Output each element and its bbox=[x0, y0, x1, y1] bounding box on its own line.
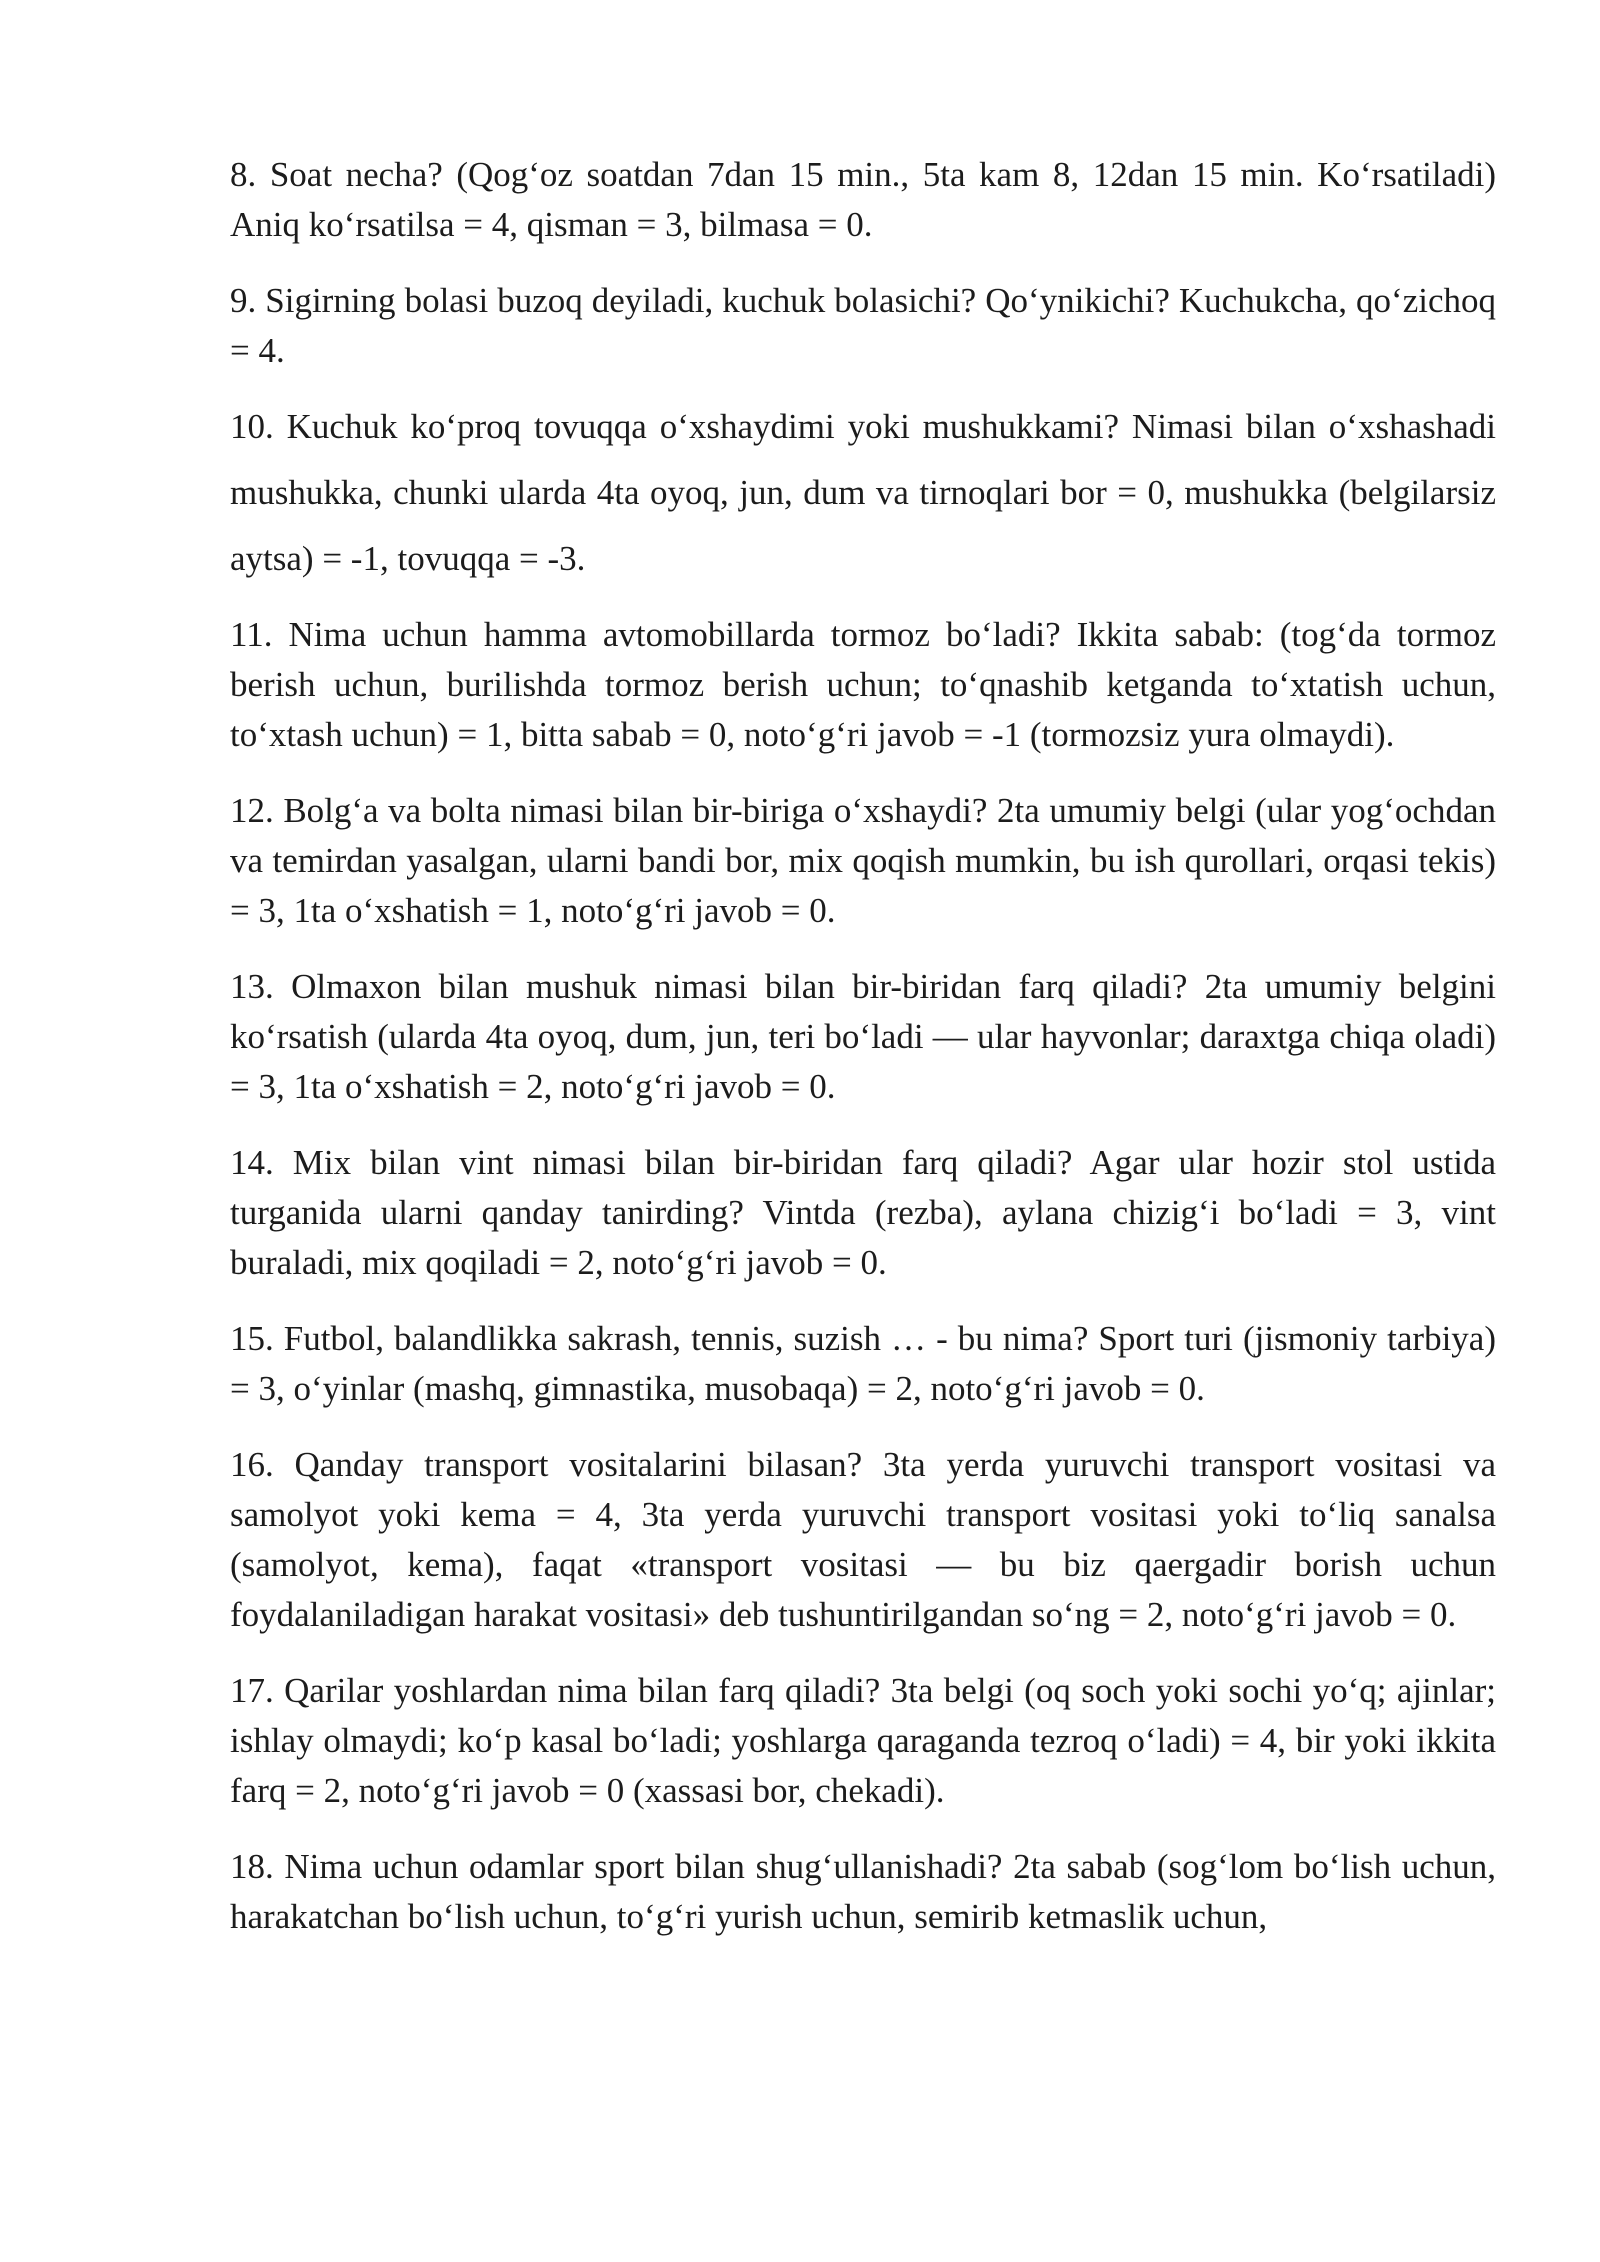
question-item-16 bbox=[230, 1440, 1496, 1640]
question-item-18 bbox=[230, 1842, 1496, 1942]
item-number: 11. bbox=[230, 615, 273, 654]
item-number: 8. bbox=[230, 155, 257, 194]
item-text: Mix bilan vint nimasi bilan bir-biridan farq qiladi? Agar ular hozir stol ustida turganida ularni qanday tanirding? Vintda (rezba), aylana chizig‘i bo‘ladi = 3, vint buraladi, mix qoqiladi = 2, noto‘g‘ri javob = 0. bbox=[230, 1143, 1497, 1282]
question-item-15 bbox=[230, 1314, 1496, 1414]
item-text: Nima uchun hamma avtomobillarda tormoz bo‘ladi? Ikkita sabab: (tog‘da tormoz berish uchun, burilishda tormoz berish uchun; to‘qnashib ketganda to‘xtatish uchun, to‘xtash uchun) = 1, bitta sabab = 0, noto‘g‘ri javob = -1 (tormozsiz yura olmaydi). bbox=[230, 615, 1496, 754]
question-item-14 bbox=[230, 1138, 1496, 1288]
item-number: 17. bbox=[230, 1671, 274, 1710]
item-text: Olmaxon bilan mushuk nimasi bilan bir-biridan farq qiladi? 2ta umumiy belgini ko‘rsatish (ularda 4ta oyoq, dum, jun, teri bo‘ladi — ular hayvonlar; daraxtga chiqa oladi) = 3, 1ta o‘xshatish = 2, noto‘g‘ri javob = 0. bbox=[230, 967, 1496, 1106]
question-item-8 bbox=[230, 150, 1496, 250]
item-text: Soat necha? (Qog‘oz soatdan 7dan 15 min., 5ta kam 8, 12dan 15 min. Ko‘rsatiladi) Aniq ko‘rsatilsa = 4, qisman = 3, bilmasa = 0. bbox=[230, 155, 1496, 244]
item-number: 14. bbox=[230, 1143, 274, 1182]
item-text: Bolg‘a va bolta nimasi bilan bir-biriga o‘xshaydi? 2ta umumiy belgi (ular yog‘ochdan va temirdan yasalgan, ularni bandi bor, mix qoqish mumkin, bu ish qurollari, orqasi tekis) = 3, 1ta o‘xshatish = 1, noto‘g‘ri javob = 0. bbox=[230, 791, 1496, 930]
question-item-10 bbox=[230, 394, 1496, 592]
question-item-9 bbox=[230, 276, 1496, 376]
item-text: Nima uchun odamlar sport bilan shug‘ullanishadi? 2ta sabab (sog‘lom bo‘lish uchun, harakatchan bo‘lish uchun, to‘g‘ri yurish uchun, semirib ketmaslik uchun, bbox=[230, 1847, 1497, 1936]
item-text: Qanday transport vositalarini bilasan? 3ta yerda yuruvchi transport vositasi va samolyot yoki kema = 4, 3ta yerda yuruvchi transport vositasi yoki to‘liq sanalsa (samolyot, kema), faqat «transport vositasi — bu biz qaergadir borish uchun foydalaniladigan harakat vositasi» deb tushuntirilgandan so‘ng = 2, noto‘g‘ri javob = 0. bbox=[230, 1445, 1497, 1634]
item-number: 9. bbox=[230, 281, 257, 320]
item-number: 13. bbox=[230, 967, 274, 1006]
item-text: Kuchuk ko‘proq tovuqqa o‘xshaydimi yoki mushukkami? Nimasi bilan o‘xshashadi mushukka, chunki ularda 4ta oyoq, jun, dum va tirnoqlari bor = 0, mushukka (belgilarsiz aytsa) = -1, tovuqqa = -3. bbox=[230, 407, 1496, 578]
document-page bbox=[230, 150, 1496, 1968]
item-number: 10. bbox=[230, 407, 274, 446]
item-number: 18. bbox=[230, 1847, 274, 1886]
item-number: 12. bbox=[230, 791, 274, 830]
question-item-12 bbox=[230, 786, 1496, 936]
item-text: Futbol, balandlikka sakrash, tennis, suzish … - bu nima? Sport turi (jismoniy tarbiya) = 3, o‘yinlar (mashq, gimnastika, musobaqa) = 2, noto‘g‘ri javob = 0. bbox=[230, 1319, 1496, 1408]
question-item-11 bbox=[230, 610, 1496, 760]
item-number: 16. bbox=[230, 1445, 274, 1484]
question-item-17 bbox=[230, 1666, 1496, 1816]
item-number: 15. bbox=[230, 1319, 274, 1358]
item-text: Sigirning bolasi buzoq deyiladi, kuchuk bolasichi? Qo‘ynikichi? Kuchukcha, qo‘zichoq = 4. bbox=[230, 281, 1496, 370]
question-item-13 bbox=[230, 962, 1496, 1112]
item-text: Qarilar yoshlardan nima bilan farq qiladi? 3ta belgi (oq soch yoki sochi yo‘q; ajinlar; ishlay olmaydi; ko‘p kasal bo‘ladi; yoshlarga qaraganda tezroq o‘ladi) = 4, bir yoki ikkita farq = 2, noto‘g‘ri javob = 0 (xassasi bor, chekadi). bbox=[230, 1671, 1496, 1810]
